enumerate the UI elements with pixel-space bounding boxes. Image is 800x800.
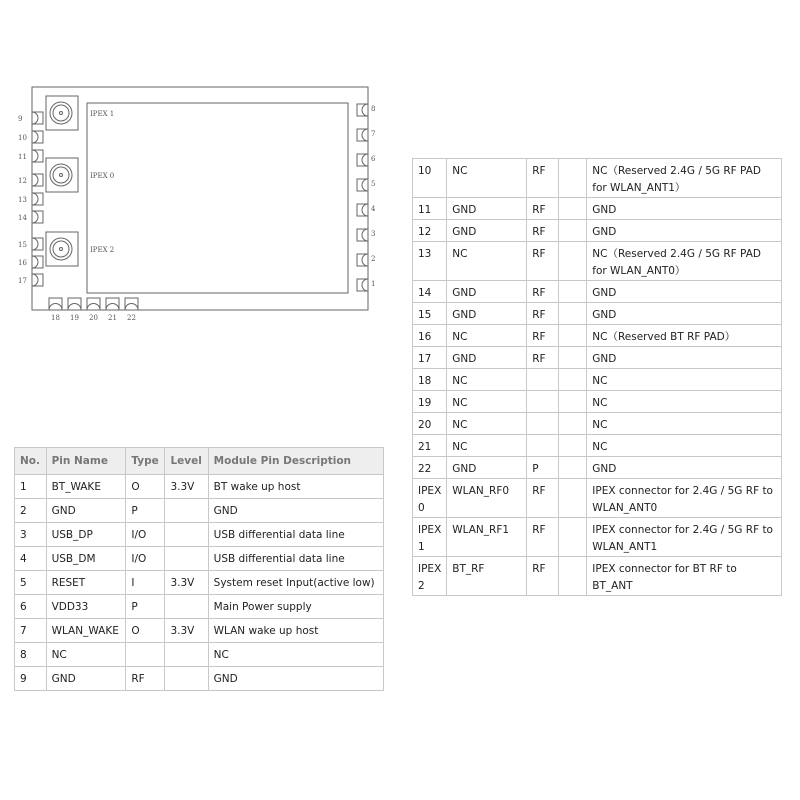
- pin-pad: [357, 279, 375, 291]
- table-cell: NC（Reserved 2.4G / 5G RF PAD for WLAN_ANT1）: [587, 159, 782, 198]
- table-cell: RF: [527, 281, 559, 303]
- table-cell: NC: [46, 643, 126, 667]
- table-cell: GND: [208, 499, 383, 523]
- pin-number: 4: [371, 205, 376, 213]
- table-cell: GND: [447, 457, 527, 479]
- table-cell: GND: [447, 198, 527, 220]
- ipex-connector: [46, 232, 114, 266]
- table-cell: [559, 413, 587, 435]
- table-row: [413, 242, 782, 281]
- table-cell: GND: [587, 220, 782, 242]
- table-cell: RF: [527, 518, 559, 557]
- table-cell: [559, 369, 587, 391]
- table-row: [15, 523, 384, 547]
- table-cell: [559, 347, 587, 369]
- table-row: [15, 547, 384, 571]
- column-header: Module Pin Description: [208, 448, 383, 475]
- table-cell: O: [126, 619, 165, 643]
- table-cell: NC: [447, 159, 527, 198]
- table-cell: P: [527, 457, 559, 479]
- table-cell: I/O: [126, 547, 165, 571]
- pin-pad: [357, 254, 375, 266]
- table-cell: 8: [15, 643, 47, 667]
- table-cell: 20: [413, 413, 447, 435]
- table-cell: 2: [15, 499, 47, 523]
- table-row: [413, 220, 782, 242]
- table-cell: [559, 457, 587, 479]
- table-cell: I/O: [126, 523, 165, 547]
- table-cell: 1: [15, 475, 47, 499]
- table-cell: NC: [447, 325, 527, 347]
- pin-number: 14: [18, 214, 27, 222]
- shield-can: [87, 103, 348, 293]
- table-cell: 14: [413, 281, 447, 303]
- table-cell: GND: [447, 220, 527, 242]
- table-cell: O: [126, 475, 165, 499]
- table-cell: 3.3V: [165, 619, 208, 643]
- table-cell: GND: [447, 281, 527, 303]
- table-cell: [559, 242, 587, 281]
- table-cell: IPEX connector for BT RF to BT_ANT: [587, 557, 782, 596]
- column-header: Pin Name: [46, 448, 126, 475]
- pin-number: 10: [18, 134, 27, 142]
- table-cell: NC: [587, 391, 782, 413]
- pin-table-left: [14, 447, 384, 691]
- table-cell: 3.3V: [165, 475, 208, 499]
- pin-pad: [18, 211, 43, 223]
- table-cell: WLAN wake up host: [208, 619, 383, 643]
- ipex-connector: [46, 158, 114, 192]
- table-cell: [527, 391, 559, 413]
- table-row: [413, 391, 782, 413]
- pin-number: 11: [18, 153, 27, 161]
- pin-pad: [357, 179, 375, 191]
- table-cell: USB_DP: [46, 523, 126, 547]
- table-cell: NC: [587, 369, 782, 391]
- table-row: [413, 557, 782, 596]
- table-cell: [559, 198, 587, 220]
- table-cell: 3: [15, 523, 47, 547]
- pin-pad: [18, 174, 43, 186]
- pin-pad: [18, 274, 43, 286]
- table-cell: 10: [413, 159, 447, 198]
- table-cell: [559, 557, 587, 596]
- pin-number: 15: [18, 241, 27, 249]
- pin-pad: [357, 129, 375, 141]
- ipex-connector: [46, 96, 114, 130]
- ipex-label: IPEX 1: [90, 110, 115, 118]
- table-row: [413, 413, 782, 435]
- module-outline-diagram: [0, 0, 400, 330]
- table-row: [15, 667, 384, 691]
- table-row: [413, 303, 782, 325]
- pin-number: 21: [108, 314, 117, 322]
- table-cell: 3.3V: [165, 571, 208, 595]
- table-cell: USB differential data line: [208, 523, 383, 547]
- table-cell: Main Power supply: [208, 595, 383, 619]
- table-cell: [165, 643, 208, 667]
- table-row: [15, 475, 384, 499]
- table-cell: IPEX 1: [413, 518, 447, 557]
- table-cell: NC: [447, 391, 527, 413]
- table-cell: BT wake up host: [208, 475, 383, 499]
- table-cell: RF: [527, 303, 559, 325]
- pin-number: 18: [51, 314, 60, 322]
- table-cell: [559, 325, 587, 347]
- table-cell: 18: [413, 369, 447, 391]
- table-row: [413, 435, 782, 457]
- table-cell: IPEX connector for 2.4G / 5G RF to WLAN_ANT1: [587, 518, 782, 557]
- table-cell: [559, 435, 587, 457]
- column-header: No.: [15, 448, 47, 475]
- table-cell: IPEX 2: [413, 557, 447, 596]
- table-cell: 19: [413, 391, 447, 413]
- table-cell: [527, 435, 559, 457]
- pin-pad: [18, 131, 43, 143]
- table-cell: IPEX connector for 2.4G / 5G RF to WLAN_ANT0: [587, 479, 782, 518]
- module-board: [32, 87, 368, 310]
- pin-number: 22: [127, 314, 136, 322]
- table-cell: 11: [413, 198, 447, 220]
- pin-number: 20: [89, 314, 98, 322]
- pin-pad: [357, 104, 375, 116]
- table-cell: RF: [527, 159, 559, 198]
- table-cell: [559, 303, 587, 325]
- table-cell: GND: [447, 303, 527, 325]
- pin-number: 17: [18, 277, 27, 285]
- table-row: [413, 347, 782, 369]
- table-cell: RF: [527, 198, 559, 220]
- table-row: [413, 369, 782, 391]
- table-cell: NC: [587, 435, 782, 457]
- pin-pad: [357, 154, 376, 166]
- table-cell: [559, 518, 587, 557]
- table-row: [413, 281, 782, 303]
- table-row: [413, 198, 782, 220]
- table-cell: I: [126, 571, 165, 595]
- pin-pad: [18, 256, 43, 268]
- table-cell: GND: [447, 347, 527, 369]
- table-cell: [165, 547, 208, 571]
- table-row: [413, 479, 782, 518]
- table-cell: 9: [15, 667, 47, 691]
- table-cell: P: [126, 595, 165, 619]
- table-cell: [527, 369, 559, 391]
- table-cell: NC（Reserved 2.4G / 5G RF PAD for WLAN_ANT0）: [587, 242, 782, 281]
- table-row: [15, 571, 384, 595]
- ipex-label: IPEX 0: [90, 172, 115, 180]
- table-cell: [165, 667, 208, 691]
- table-cell: System reset Input(active low): [208, 571, 383, 595]
- table-cell: GND: [587, 347, 782, 369]
- table-cell: GND: [46, 499, 126, 523]
- table-cell: RF: [527, 347, 559, 369]
- table-cell: NC（Reserved BT RF PAD）: [587, 325, 782, 347]
- pin-number: 3: [371, 230, 376, 238]
- table-cell: GND: [46, 667, 126, 691]
- pin-number: 9: [18, 115, 23, 123]
- table-cell: GND: [587, 303, 782, 325]
- pin-pad: [18, 150, 43, 162]
- pin-pad: [357, 204, 376, 216]
- table-cell: P: [126, 499, 165, 523]
- table-cell: NC: [447, 413, 527, 435]
- table-cell: 6: [15, 595, 47, 619]
- table-cell: WLAN_RF1: [447, 518, 527, 557]
- table-cell: RF: [527, 242, 559, 281]
- pin-number: 16: [18, 259, 27, 267]
- table-cell: 17: [413, 347, 447, 369]
- pin-number: 2: [371, 255, 376, 263]
- table-header: [15, 448, 384, 475]
- table-cell: GND: [208, 667, 383, 691]
- table-cell: 13: [413, 242, 447, 281]
- table-cell: [559, 479, 587, 518]
- table-cell: RF: [527, 325, 559, 347]
- table-cell: IPEX 0: [413, 479, 447, 518]
- table-row: [15, 499, 384, 523]
- table-cell: WLAN_WAKE: [46, 619, 126, 643]
- table-cell: 21: [413, 435, 447, 457]
- column-header: Type: [126, 448, 165, 475]
- table-cell: BT_WAKE: [46, 475, 126, 499]
- table-row: [15, 619, 384, 643]
- table-cell: USB differential data line: [208, 547, 383, 571]
- table-row: [413, 518, 782, 557]
- pin-number: 6: [371, 155, 376, 163]
- table-row: [15, 643, 384, 667]
- table-cell: 15: [413, 303, 447, 325]
- table-cell: RF: [527, 557, 559, 596]
- table-row: [413, 457, 782, 479]
- table-cell: 5: [15, 571, 47, 595]
- table-cell: 22: [413, 457, 447, 479]
- table-cell: [559, 281, 587, 303]
- table-row: [413, 325, 782, 347]
- table-cell: RESET: [46, 571, 126, 595]
- table-cell: GND: [587, 198, 782, 220]
- table-cell: [559, 159, 587, 198]
- table-cell: RF: [527, 479, 559, 518]
- pin-number: 8: [371, 105, 376, 113]
- table-cell: NC: [208, 643, 383, 667]
- table-cell: 4: [15, 547, 47, 571]
- pin-pad: [357, 229, 375, 241]
- table-cell: WLAN_RF0: [447, 479, 527, 518]
- pin-number: 5: [371, 180, 376, 188]
- pin-number: 19: [70, 314, 79, 322]
- table-cell: 12: [413, 220, 447, 242]
- table-cell: [559, 220, 587, 242]
- pin-table-right: [412, 158, 782, 596]
- pin-number: 13: [18, 196, 27, 204]
- table-cell: RF: [527, 220, 559, 242]
- table-cell: BT_RF: [447, 557, 527, 596]
- pin-number: 1: [371, 280, 376, 288]
- table-cell: GND: [587, 281, 782, 303]
- table-cell: [165, 595, 208, 619]
- table-cell: VDD33: [46, 595, 126, 619]
- table-cell: [165, 499, 208, 523]
- table-cell: 16: [413, 325, 447, 347]
- table-cell: [165, 523, 208, 547]
- table-cell: USB_DM: [46, 547, 126, 571]
- pin-pad: [18, 238, 43, 250]
- pin-pad: [18, 112, 43, 124]
- pin-pad: [18, 193, 43, 205]
- table-row: [413, 159, 782, 198]
- table-cell: [126, 643, 165, 667]
- table-cell: NC: [587, 413, 782, 435]
- pin-number: 12: [18, 177, 27, 185]
- table-cell: GND: [587, 457, 782, 479]
- table-cell: [559, 391, 587, 413]
- pin-number: 7: [371, 130, 376, 138]
- table-row: [15, 595, 384, 619]
- table-cell: NC: [447, 242, 527, 281]
- column-header: Level: [165, 448, 208, 475]
- table-cell: NC: [447, 369, 527, 391]
- table-cell: 7: [15, 619, 47, 643]
- table-cell: [527, 413, 559, 435]
- table-cell: RF: [126, 667, 165, 691]
- table-cell: NC: [447, 435, 527, 457]
- ipex-label: IPEX 2: [90, 246, 115, 254]
